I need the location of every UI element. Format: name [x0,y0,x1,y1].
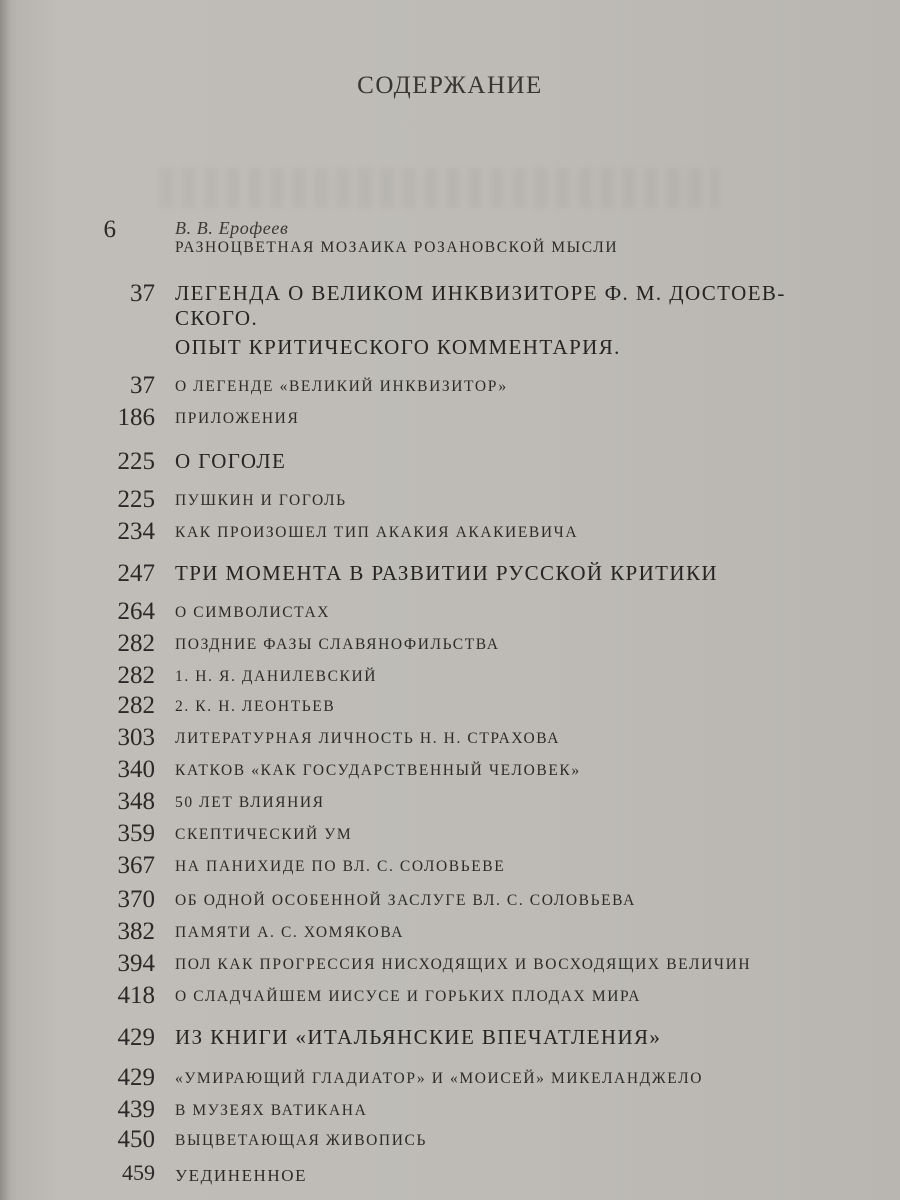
toc-title: РАЗНОЦВЕТНАЯ МОЗАИКА РОЗАНОВСКОЙ МЫСЛИ [175,239,619,256]
toc-title: СКЕПТИЧЕСКИЙ УМ [175,826,353,843]
toc-title: ОБ ОДНОЙ ОСОБЕННОЙ ЗАСЛУГЕ ВЛ. С. СОЛОВЬЕВА [175,892,636,909]
toc-title-line: ЛЕГЕНДА О ВЕЛИКОМ ИНКВИЗИТОРЕ Ф. М. ДОСТОЕВ- [175,281,786,305]
toc-page-number: 225 [117,486,155,513]
toc-page-number: 370 [117,886,155,913]
toc-title-line: СКОГО. [175,306,259,330]
toc-page-number: 225 [117,448,155,475]
binding-shadow [0,0,10,1200]
toc-title: «УМИРАЮЩИЙ ГЛАДИАТОР» И «МОИСЕЙ» МИКЕЛАНДЖЕЛО [175,1070,704,1087]
toc-title: О СИМВОЛИСТАХ [175,604,331,621]
toc-page-number: 37 [130,280,155,307]
toc-page-number: 367 [117,852,155,879]
toc-page-number: 439 [117,1096,155,1123]
toc-title: 1. Н. Я. ДАНИЛЕВСКИЙ [175,668,378,685]
toc-title: НА ПАНИХИДЕ ПО ВЛ. С. СОЛОВЬЕВЕ [175,858,506,875]
toc-title: ТРИ МОМЕНТА В РАЗВИТИИ РУССКОЙ КРИТИКИ [175,561,718,585]
show-through-text [160,168,720,208]
toc-title: ПОЛ КАК ПРОГРЕССИЯ НИСХОДЯЩИХ И ВОСХОДЯЩИХ ВЕЛИЧИН [175,956,752,973]
toc-entry-text [175,281,786,360]
toc-page-number: 247 [117,560,155,587]
toc-title: ПОЗДНИЕ ФАЗЫ СЛАВЯНОФИЛЬСТВА [175,636,500,653]
toc-page-number: 459 [122,1160,155,1185]
toc-page-number: 418 [117,982,155,1009]
toc-page-number: 429 [117,1024,155,1051]
toc-page-number: 282 [117,630,155,657]
toc-page-number: 186 [117,404,155,431]
toc-title: О ГОГОЛЕ [175,449,287,473]
toc-page-number: 37 [130,372,155,399]
toc-title: КАК ПРОИЗОШЕЛ ТИП АКАКИЯ АКАКИЕВИЧА [175,524,579,541]
toc-entry-text [175,218,618,257]
toc-title: КАТКОВ «КАК ГОСУДАРСТВЕННЫЙ ЧЕЛОВЕК» [175,762,581,779]
toc-page-number: 303 [117,724,155,751]
toc-title: О СЛАДЧАЙШЕМ ИИСУСЕ И ГОРЬКИХ ПЛОДАХ МИРА [175,988,642,1005]
toc-page-number: 282 [117,692,155,719]
toc-title: ПАМЯТИ А. С. ХОМЯКОВА [175,924,405,941]
toc-title: ПУШКИН И ГОГОЛЬ [175,492,347,509]
toc-page-number: 234 [117,518,155,545]
toc-page-number: 282 [117,662,155,689]
toc-title: ВЫЦВЕТАЮЩАЯ ЖИВОПИСЬ [175,1132,427,1149]
toc-title: О ЛЕГЕНДЕ «ВЕЛИКИЙ ИНКВИЗИТОР» [175,378,508,395]
toc-author: В. В. Ерофеев [175,218,289,238]
toc-title: ИЗ КНИГИ «ИТАЛЬЯНСКИЕ ВПЕЧАТЛЕНИЯ» [175,1025,662,1049]
toc-title: УЕДИНЕННОЕ [175,1166,308,1185]
toc-title-line: ОПЫТ КРИТИЧЕСКОГО КОММЕНТАРИЯ. [175,335,621,359]
toc-page-number: 6 [103,216,116,243]
toc-page-number: 348 [117,788,155,815]
toc-page-number: 340 [117,756,155,783]
toc-title: ЛИТЕРАТУРНАЯ ЛИЧНОСТЬ Н. Н. СТРАХОВА [175,730,560,747]
toc-page-number: 394 [117,950,155,977]
toc-page-number: 382 [117,918,155,945]
toc-title: ПРИЛОЖЕНИЯ [175,410,300,427]
page-title: СОДЕРЖАНИЕ [357,72,543,99]
toc-title: 2. К. Н. ЛЕОНТЬЕВ [175,698,336,715]
toc-page-number: 450 [117,1126,155,1153]
toc-page-number: 359 [117,820,155,847]
toc-title: В МУЗЕЯХ ВАТИКАНА [175,1102,368,1119]
toc-page-number: 429 [117,1064,155,1091]
toc-page-number: 264 [117,598,155,625]
toc-title: 50 ЛЕТ ВЛИЯНИЯ [175,794,325,811]
